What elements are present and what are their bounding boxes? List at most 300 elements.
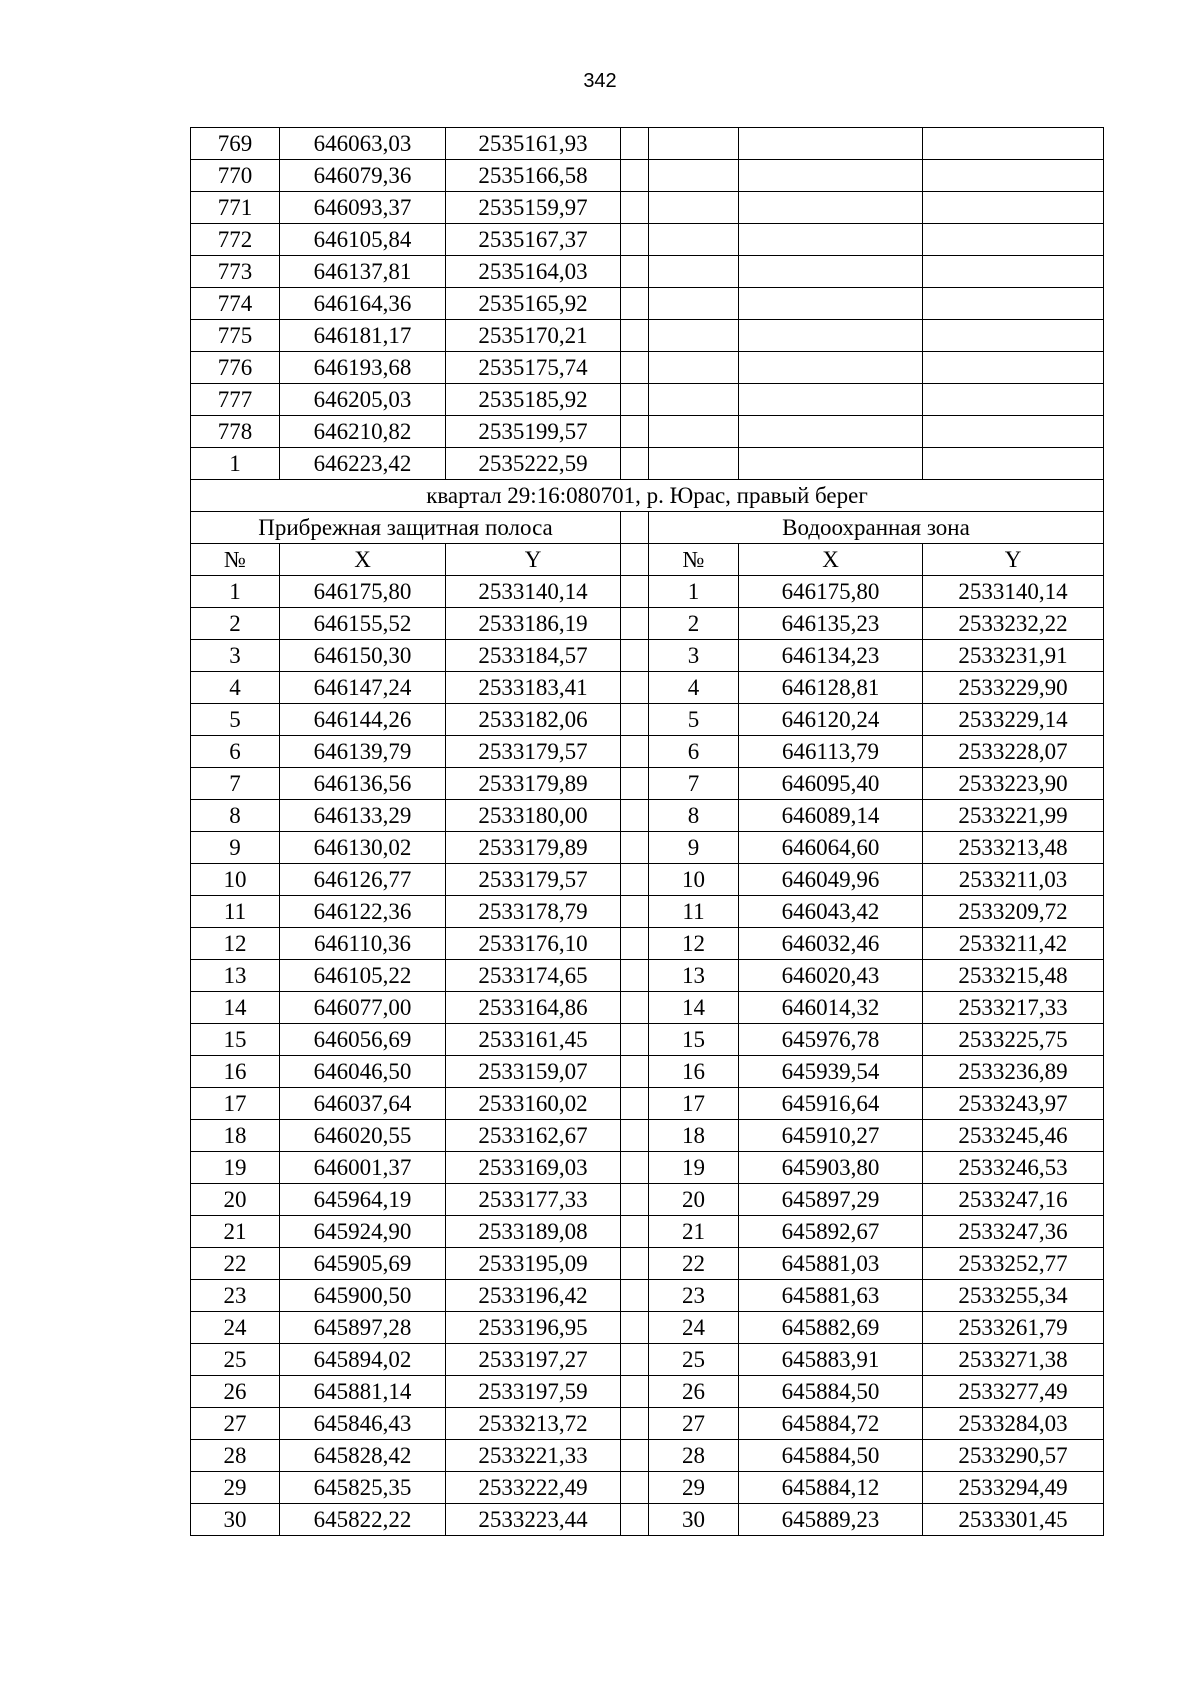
spacer-cell (621, 128, 649, 160)
left-x-coordinate-cell: 646147,24 (280, 672, 446, 704)
spacer-cell (621, 1024, 649, 1056)
right-y-coordinate-cell: 2533232,22 (923, 608, 1104, 640)
right-point-number-cell: 19 (649, 1152, 739, 1184)
right-point-number-cell: 14 (649, 992, 739, 1024)
spacer-cell (621, 224, 649, 256)
empty-cell (739, 256, 923, 288)
empty-cell (739, 192, 923, 224)
empty-cell (739, 128, 923, 160)
left-point-number-cell: 30 (191, 1504, 280, 1536)
right-y-coordinate-cell: 2533301,45 (923, 1504, 1104, 1536)
spacer-cell (621, 832, 649, 864)
right-x-coordinate-cell: 645884,50 (739, 1376, 923, 1408)
left-point-number-cell: 27 (191, 1408, 280, 1440)
empty-cell (739, 352, 923, 384)
table-row (191, 1120, 1104, 1152)
left-y-coordinate-cell: 2533164,86 (446, 992, 621, 1024)
left-point-number-cell: 26 (191, 1376, 280, 1408)
empty-cell (923, 256, 1104, 288)
right-y-coordinate-cell: 2533252,77 (923, 1248, 1104, 1280)
right-x-coordinate-cell: 646175,80 (739, 576, 923, 608)
right-point-number-cell: 1 (649, 576, 739, 608)
y-coordinate-cell: 2535161,93 (446, 128, 621, 160)
empty-cell (923, 384, 1104, 416)
right-y-coordinate-cell: 2533294,49 (923, 1472, 1104, 1504)
right-y-coordinate-cell: 2533211,03 (923, 864, 1104, 896)
spacer-cell (621, 256, 649, 288)
empty-cell (923, 224, 1104, 256)
right-y-coordinate-cell: 2533215,48 (923, 960, 1104, 992)
left-y-coordinate-cell: 2533140,14 (446, 576, 621, 608)
empty-cell (649, 256, 739, 288)
left-y-coordinate-cell: 2533182,06 (446, 704, 621, 736)
spacer-cell (621, 1120, 649, 1152)
left-y-coordinate-cell: 2533162,67 (446, 1120, 621, 1152)
spacer-cell (621, 704, 649, 736)
table-row (191, 1024, 1104, 1056)
spacer-cell (621, 160, 649, 192)
table-row (191, 1216, 1104, 1248)
spacer-cell (621, 1280, 649, 1312)
spacer-cell (621, 416, 649, 448)
spacer-cell (621, 1216, 649, 1248)
right-point-number-cell: 5 (649, 704, 739, 736)
spacer-cell (621, 384, 649, 416)
left-y-coordinate-cell: 2533176,10 (446, 928, 621, 960)
table-row (191, 1280, 1104, 1312)
right-x-coordinate-cell: 645884,12 (739, 1472, 923, 1504)
empty-cell (649, 352, 739, 384)
spacer-cell (621, 576, 649, 608)
left-y-coordinate-cell: 2533178,79 (446, 896, 621, 928)
left-point-number-cell: 7 (191, 768, 280, 800)
table-row (191, 864, 1104, 896)
spacer-cell (621, 992, 649, 1024)
column-header-row (191, 544, 1104, 576)
left-x-coordinate-cell: 646122,36 (280, 896, 446, 928)
left-y-coordinate-cell: 2533197,27 (446, 1344, 621, 1376)
left-x-coordinate-cell: 645894,02 (280, 1344, 446, 1376)
right-point-number-cell: 8 (649, 800, 739, 832)
table-row (191, 736, 1104, 768)
point-number-cell: 772 (191, 224, 280, 256)
right-point-number-cell: 6 (649, 736, 739, 768)
spacer-cell (621, 288, 649, 320)
x-coordinate-cell: 646105,84 (280, 224, 446, 256)
left-x-coordinate-cell: 645825,35 (280, 1472, 446, 1504)
right-x-coordinate-cell: 645881,63 (739, 1280, 923, 1312)
left-point-number-cell: 2 (191, 608, 280, 640)
table-row (191, 672, 1104, 704)
left-x-coordinate-cell: 645964,19 (280, 1184, 446, 1216)
empty-cell (739, 224, 923, 256)
left-point-number-cell: 13 (191, 960, 280, 992)
right-x-coordinate-cell: 646020,43 (739, 960, 923, 992)
left-x-coordinate-cell: 646150,30 (280, 640, 446, 672)
x-coordinate-cell: 646137,81 (280, 256, 446, 288)
spacer-cell (621, 768, 649, 800)
left-point-number-cell: 24 (191, 1312, 280, 1344)
spacer-cell (621, 512, 649, 544)
left-point-number-cell: 3 (191, 640, 280, 672)
spacer-cell (621, 1056, 649, 1088)
left-x-coordinate-cell: 646077,00 (280, 992, 446, 1024)
right-x-coordinate-cell: 645889,23 (739, 1504, 923, 1536)
left-y-coordinate-cell: 2533196,95 (446, 1312, 621, 1344)
table-row (191, 608, 1104, 640)
y-coordinate-cell: 2535222,59 (446, 448, 621, 480)
left-y-coordinate-cell: 2533186,19 (446, 608, 621, 640)
spacer-cell (621, 1312, 649, 1344)
left-y-coordinate-cell: 2533161,45 (446, 1024, 621, 1056)
right-y-coordinate-cell: 2533217,33 (923, 992, 1104, 1024)
table-row (191, 224, 1104, 256)
table-row (191, 256, 1104, 288)
x-coordinate-cell: 646164,36 (280, 288, 446, 320)
right-point-number-cell: 23 (649, 1280, 739, 1312)
left-point-number-cell: 4 (191, 672, 280, 704)
point-number-cell: 773 (191, 256, 280, 288)
left-x-coordinate-cell: 646110,36 (280, 928, 446, 960)
spacer-cell (621, 352, 649, 384)
left-y-coordinate-cell: 2533221,33 (446, 1440, 621, 1472)
empty-cell (923, 160, 1104, 192)
table-row (191, 1504, 1104, 1536)
point-number-cell: 777 (191, 384, 280, 416)
spacer-cell (621, 192, 649, 224)
left-point-number-cell: 1 (191, 576, 280, 608)
right-x-coordinate-cell: 646014,32 (739, 992, 923, 1024)
right-point-number-cell: 28 (649, 1440, 739, 1472)
right-x-coordinate-cell: 645910,27 (739, 1120, 923, 1152)
left-y-coordinate-cell: 2533184,57 (446, 640, 621, 672)
right-y-header: Y (923, 544, 1104, 576)
left-point-number-cell: 17 (191, 1088, 280, 1120)
left-point-number-cell: 20 (191, 1184, 280, 1216)
spacer-cell (621, 896, 649, 928)
spacer-cell (621, 1248, 649, 1280)
table-row (191, 768, 1104, 800)
table-row (191, 992, 1104, 1024)
table-row (191, 1184, 1104, 1216)
right-x-coordinate-cell: 645881,03 (739, 1248, 923, 1280)
left-point-number-cell: 25 (191, 1344, 280, 1376)
right-x-coordinate-cell: 645883,91 (739, 1344, 923, 1376)
right-point-number-cell: 12 (649, 928, 739, 960)
x-coordinate-cell: 646223,42 (280, 448, 446, 480)
right-point-number-cell: 11 (649, 896, 739, 928)
point-number-cell: 771 (191, 192, 280, 224)
left-point-number-cell: 10 (191, 864, 280, 896)
right-y-coordinate-cell: 2533140,14 (923, 576, 1104, 608)
x-coordinate-cell: 646210,82 (280, 416, 446, 448)
y-coordinate-cell: 2535199,57 (446, 416, 621, 448)
y-coordinate-cell: 2535170,21 (446, 320, 621, 352)
right-point-number-cell: 3 (649, 640, 739, 672)
right-y-coordinate-cell: 2533209,72 (923, 896, 1104, 928)
y-coordinate-cell: 2535166,58 (446, 160, 621, 192)
table-row (191, 896, 1104, 928)
right-y-coordinate-cell: 2533221,99 (923, 800, 1104, 832)
point-number-cell: 775 (191, 320, 280, 352)
x-coordinate-cell: 646063,03 (280, 128, 446, 160)
empty-cell (923, 192, 1104, 224)
coastal-protection-strip-title: Прибрежная защитная полоса (191, 512, 621, 544)
left-y-coordinate-cell: 2533196,42 (446, 1280, 621, 1312)
table-row (191, 288, 1104, 320)
left-x-coordinate-cell: 646001,37 (280, 1152, 446, 1184)
empty-cell (649, 288, 739, 320)
left-y-header: Y (446, 544, 621, 576)
left-point-number-cell: 28 (191, 1440, 280, 1472)
empty-cell (649, 192, 739, 224)
left-x-coordinate-cell: 646136,56 (280, 768, 446, 800)
table-row (191, 160, 1104, 192)
spacer-cell (621, 672, 649, 704)
table-row (191, 448, 1104, 480)
empty-cell (923, 448, 1104, 480)
left-y-coordinate-cell: 2533197,59 (446, 1376, 621, 1408)
left-y-coordinate-cell: 2533159,07 (446, 1056, 621, 1088)
empty-cell (739, 448, 923, 480)
table-row (191, 192, 1104, 224)
left-number-header: № (191, 544, 280, 576)
right-point-number-cell: 21 (649, 1216, 739, 1248)
right-point-number-cell: 20 (649, 1184, 739, 1216)
left-x-coordinate-cell: 646139,79 (280, 736, 446, 768)
left-y-coordinate-cell: 2533222,49 (446, 1472, 621, 1504)
right-point-number-cell: 17 (649, 1088, 739, 1120)
right-x-coordinate-cell: 645903,80 (739, 1152, 923, 1184)
point-number-cell: 769 (191, 128, 280, 160)
left-x-coordinate-cell: 645924,90 (280, 1216, 446, 1248)
page-number: 342 (583, 70, 617, 92)
right-point-number-cell: 4 (649, 672, 739, 704)
table-row (191, 320, 1104, 352)
table-row (191, 1472, 1104, 1504)
table-row (191, 1152, 1104, 1184)
left-y-coordinate-cell: 2533180,00 (446, 800, 621, 832)
x-coordinate-cell: 646205,03 (280, 384, 446, 416)
empty-cell (739, 384, 923, 416)
point-number-cell: 774 (191, 288, 280, 320)
y-coordinate-cell: 2535164,03 (446, 256, 621, 288)
spacer-cell (621, 736, 649, 768)
left-point-number-cell: 16 (191, 1056, 280, 1088)
left-point-number-cell: 5 (191, 704, 280, 736)
left-point-number-cell: 19 (191, 1152, 280, 1184)
spacer-cell (621, 544, 649, 576)
table-row (191, 1312, 1104, 1344)
table-row (191, 416, 1104, 448)
right-point-number-cell: 27 (649, 1408, 739, 1440)
right-x-coordinate-cell: 645897,29 (739, 1184, 923, 1216)
spacer-cell (621, 1184, 649, 1216)
spacer-cell (621, 1344, 649, 1376)
left-y-coordinate-cell: 2533179,57 (446, 864, 621, 896)
point-number-cell: 1 (191, 448, 280, 480)
x-coordinate-cell: 646181,17 (280, 320, 446, 352)
left-x-coordinate-cell: 646175,80 (280, 576, 446, 608)
left-x-header: X (280, 544, 446, 576)
right-y-coordinate-cell: 2533271,38 (923, 1344, 1104, 1376)
left-y-coordinate-cell: 2533169,03 (446, 1152, 621, 1184)
right-y-coordinate-cell: 2533284,03 (923, 1408, 1104, 1440)
water-protection-zone-title: Водоохранная зона (649, 512, 1104, 544)
table-row (191, 640, 1104, 672)
y-coordinate-cell: 2535175,74 (446, 352, 621, 384)
left-point-number-cell: 21 (191, 1216, 280, 1248)
left-x-coordinate-cell: 646130,02 (280, 832, 446, 864)
right-x-coordinate-cell: 646135,23 (739, 608, 923, 640)
table-row (191, 960, 1104, 992)
right-point-number-cell: 2 (649, 608, 739, 640)
left-x-coordinate-cell: 645828,42 (280, 1440, 446, 1472)
table-row (191, 1408, 1104, 1440)
right-y-coordinate-cell: 2533243,97 (923, 1088, 1104, 1120)
empty-cell (923, 352, 1104, 384)
left-y-coordinate-cell: 2533179,57 (446, 736, 621, 768)
right-y-coordinate-cell: 2533225,75 (923, 1024, 1104, 1056)
y-coordinate-cell: 2535165,92 (446, 288, 621, 320)
right-x-coordinate-cell: 646095,40 (739, 768, 923, 800)
left-y-coordinate-cell: 2533179,89 (446, 768, 621, 800)
empty-cell (739, 320, 923, 352)
coordinates-table (190, 127, 1104, 1536)
table-row (191, 1344, 1104, 1376)
right-y-coordinate-cell: 2533229,90 (923, 672, 1104, 704)
right-y-coordinate-cell: 2533223,90 (923, 768, 1104, 800)
right-x-coordinate-cell: 646043,42 (739, 896, 923, 928)
right-number-header: № (649, 544, 739, 576)
point-number-cell: 776 (191, 352, 280, 384)
left-point-number-cell: 14 (191, 992, 280, 1024)
right-x-header: X (739, 544, 923, 576)
section-title: квартал 29:16:080701, р. Юрас, правый берег (191, 480, 1104, 512)
left-point-number-cell: 18 (191, 1120, 280, 1152)
table-row (191, 384, 1104, 416)
right-y-coordinate-cell: 2533277,49 (923, 1376, 1104, 1408)
empty-cell (923, 288, 1104, 320)
empty-cell (923, 416, 1104, 448)
right-y-coordinate-cell: 2533236,89 (923, 1056, 1104, 1088)
right-x-coordinate-cell: 646089,14 (739, 800, 923, 832)
right-y-coordinate-cell: 2533261,79 (923, 1312, 1104, 1344)
empty-cell (739, 288, 923, 320)
right-x-coordinate-cell: 645884,50 (739, 1440, 923, 1472)
table-row (191, 704, 1104, 736)
spacer-cell (621, 864, 649, 896)
right-y-coordinate-cell: 2533245,46 (923, 1120, 1104, 1152)
empty-cell (649, 448, 739, 480)
left-x-coordinate-cell: 646037,64 (280, 1088, 446, 1120)
right-x-coordinate-cell: 645939,54 (739, 1056, 923, 1088)
left-y-coordinate-cell: 2533174,65 (446, 960, 621, 992)
empty-cell (739, 416, 923, 448)
right-x-coordinate-cell: 645976,78 (739, 1024, 923, 1056)
right-point-number-cell: 26 (649, 1376, 739, 1408)
right-point-number-cell: 18 (649, 1120, 739, 1152)
zone-title-row (191, 512, 1104, 544)
right-x-coordinate-cell: 646064,60 (739, 832, 923, 864)
right-y-coordinate-cell: 2533247,36 (923, 1216, 1104, 1248)
right-point-number-cell: 13 (649, 960, 739, 992)
empty-cell (649, 160, 739, 192)
left-point-number-cell: 23 (191, 1280, 280, 1312)
y-coordinate-cell: 2535185,92 (446, 384, 621, 416)
table-row (191, 352, 1104, 384)
table-row (191, 832, 1104, 864)
left-x-coordinate-cell: 646126,77 (280, 864, 446, 896)
empty-cell (923, 128, 1104, 160)
table-row (191, 1056, 1104, 1088)
spacer-cell (621, 800, 649, 832)
spacer-cell (621, 448, 649, 480)
right-y-coordinate-cell: 2533229,14 (923, 704, 1104, 736)
right-x-coordinate-cell: 645916,64 (739, 1088, 923, 1120)
right-x-coordinate-cell: 645884,72 (739, 1408, 923, 1440)
left-x-coordinate-cell: 645900,50 (280, 1280, 446, 1312)
right-x-coordinate-cell: 645892,67 (739, 1216, 923, 1248)
right-y-coordinate-cell: 2533231,91 (923, 640, 1104, 672)
right-x-coordinate-cell: 646049,96 (739, 864, 923, 896)
left-y-coordinate-cell: 2533183,41 (446, 672, 621, 704)
spacer-cell (621, 1472, 649, 1504)
right-x-coordinate-cell: 646113,79 (739, 736, 923, 768)
empty-cell (649, 384, 739, 416)
spacer-cell (621, 1088, 649, 1120)
table-row (191, 576, 1104, 608)
left-x-coordinate-cell: 646056,69 (280, 1024, 446, 1056)
spacer-cell (621, 928, 649, 960)
y-coordinate-cell: 2535159,97 (446, 192, 621, 224)
x-coordinate-cell: 646079,36 (280, 160, 446, 192)
right-y-coordinate-cell: 2533228,07 (923, 736, 1104, 768)
left-x-coordinate-cell: 646105,22 (280, 960, 446, 992)
left-point-number-cell: 6 (191, 736, 280, 768)
right-x-coordinate-cell: 646032,46 (739, 928, 923, 960)
spacer-cell (621, 320, 649, 352)
right-x-coordinate-cell: 646128,81 (739, 672, 923, 704)
left-x-coordinate-cell: 646133,29 (280, 800, 446, 832)
right-point-number-cell: 24 (649, 1312, 739, 1344)
right-x-coordinate-cell: 646120,24 (739, 704, 923, 736)
right-point-number-cell: 29 (649, 1472, 739, 1504)
spacer-cell (621, 1440, 649, 1472)
right-y-coordinate-cell: 2533247,16 (923, 1184, 1104, 1216)
left-point-number-cell: 15 (191, 1024, 280, 1056)
table-row (191, 1248, 1104, 1280)
left-x-coordinate-cell: 645881,14 (280, 1376, 446, 1408)
left-x-coordinate-cell: 646046,50 (280, 1056, 446, 1088)
left-y-coordinate-cell: 2533177,33 (446, 1184, 621, 1216)
left-x-coordinate-cell: 645846,43 (280, 1408, 446, 1440)
spacer-cell (621, 1504, 649, 1536)
spacer-cell (621, 608, 649, 640)
y-coordinate-cell: 2535167,37 (446, 224, 621, 256)
table-row (191, 928, 1104, 960)
spacer-cell (621, 960, 649, 992)
right-point-number-cell: 30 (649, 1504, 739, 1536)
right-point-number-cell: 7 (649, 768, 739, 800)
left-x-coordinate-cell: 646155,52 (280, 608, 446, 640)
spacer-cell (621, 640, 649, 672)
right-point-number-cell: 25 (649, 1344, 739, 1376)
left-x-coordinate-cell: 645897,28 (280, 1312, 446, 1344)
empty-cell (923, 320, 1104, 352)
right-point-number-cell: 16 (649, 1056, 739, 1088)
empty-cell (649, 320, 739, 352)
